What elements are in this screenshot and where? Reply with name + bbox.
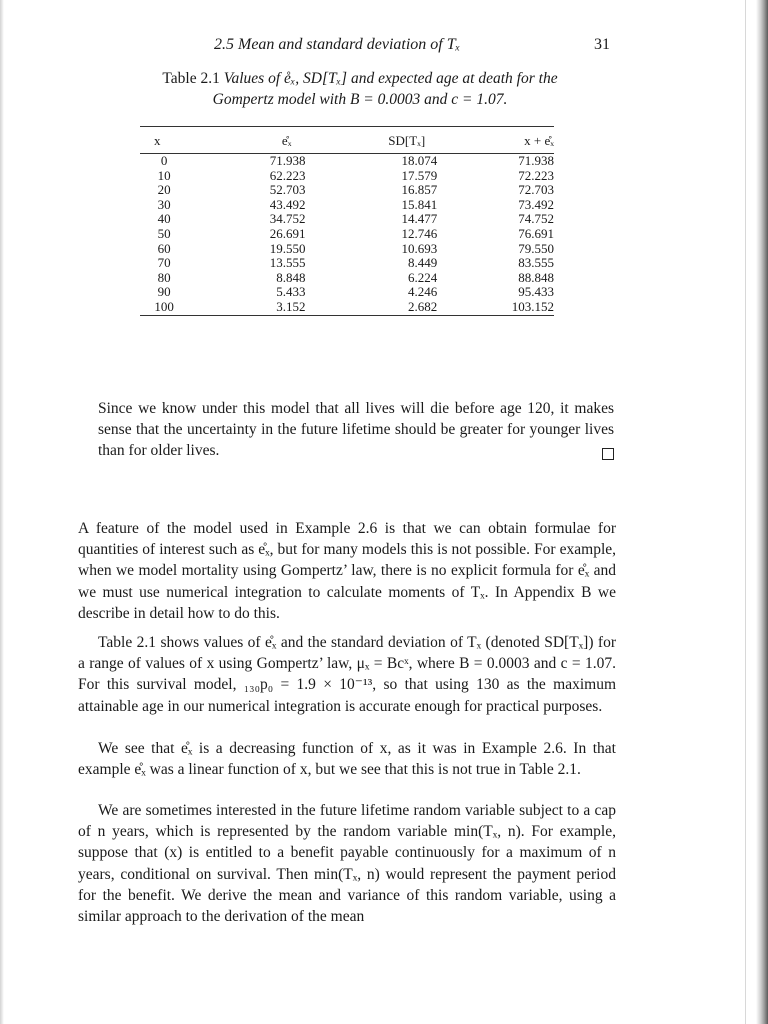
table-cell: 30 bbox=[157, 196, 171, 212]
column-header: e̊ₓ bbox=[188, 127, 319, 154]
page-header bbox=[0, 36, 768, 58]
table-cell: 88.848 bbox=[518, 269, 554, 285]
table-cell: 74.752 bbox=[518, 211, 554, 227]
table-row bbox=[140, 198, 554, 213]
table-cell: 40 bbox=[157, 211, 171, 227]
table-row bbox=[140, 169, 554, 184]
table-cell: 20 bbox=[157, 182, 171, 198]
page-number: 31 bbox=[594, 36, 610, 53]
paragraph: We are sometimes interested in the future lifetime random variable subject to a cap of n years, which is represented by the random variable min(Tₓ, n). For example, suppose that (x) is entitled to a benefit payable continuously for a maximum of n years, conditional on survival. Then min(Tₓ, n) would represent the payment period for the benefit. We derive the mean and variance of this random variable, using a similar approach to the derivation of the mean bbox=[78, 802, 616, 926]
table-cell: 90 bbox=[157, 284, 171, 300]
table-cell: 4.246 bbox=[408, 284, 438, 300]
column-header: SD[Tₓ] bbox=[319, 127, 447, 154]
table-cell: 14.477 bbox=[401, 211, 438, 227]
table-row bbox=[140, 154, 554, 169]
table-caption bbox=[140, 68, 580, 110]
table-row bbox=[140, 300, 554, 315]
table-cell: 3.152 bbox=[188, 300, 319, 315]
table-cell: 2.682 bbox=[319, 300, 447, 315]
table-cell: 0 bbox=[160, 153, 168, 168]
paragraph: We see that e̊ₓ is a decreasing function of x, as it was in Example 2.6. In that example e̊ₓ was a linear function of x, but we see that this is not true in Table 2.1. bbox=[78, 740, 616, 779]
scan-edge-line bbox=[745, 0, 746, 1024]
table-cell: 15.841 bbox=[401, 196, 438, 212]
table-cell: 10 bbox=[157, 167, 171, 183]
table-cell: 16.857 bbox=[401, 182, 438, 198]
table-cell: 79.550 bbox=[518, 240, 554, 256]
table-cell: 80 bbox=[157, 269, 171, 285]
table-cell: 71.938 bbox=[518, 153, 554, 168]
table-cell: 5.433 bbox=[276, 284, 306, 300]
table-row bbox=[140, 285, 554, 300]
table-cell: 70 bbox=[157, 255, 171, 271]
scan-edge-right bbox=[756, 0, 768, 1024]
scan-edge-left bbox=[0, 0, 4, 1024]
table-row bbox=[140, 256, 554, 271]
table-cell: 10.693 bbox=[401, 240, 438, 256]
column-header: x + e̊ₓ bbox=[447, 127, 554, 154]
table-header-row bbox=[140, 127, 554, 154]
column-header: x bbox=[140, 127, 188, 154]
table-cell: 19.550 bbox=[269, 240, 306, 256]
table-cell: 76.691 bbox=[518, 225, 554, 241]
table-cell: 8.449 bbox=[408, 255, 438, 271]
table-cell: 73.492 bbox=[518, 196, 554, 212]
table-cell: 103.152 bbox=[447, 300, 554, 315]
table-cell: 43.492 bbox=[269, 196, 306, 212]
table-cell: 12.746 bbox=[401, 225, 438, 241]
table-row bbox=[140, 227, 554, 242]
paragraph-text: Since we know under this model that all lives will die before age 120, it makes sense that the uncertainty in the future lifetime should be greater for younger lives than for older lives. bbox=[98, 400, 614, 460]
table-cell: 71.938 bbox=[269, 153, 306, 168]
table-row bbox=[140, 183, 554, 198]
table-cell: 100 bbox=[140, 300, 188, 315]
table-cell: 8.848 bbox=[276, 269, 306, 285]
table-cell: 13.555 bbox=[269, 255, 306, 271]
table-cell: 72.703 bbox=[518, 182, 554, 198]
table-row bbox=[140, 271, 554, 286]
data-table bbox=[140, 126, 554, 316]
table-cell: 83.555 bbox=[518, 255, 554, 271]
table-cell: 50 bbox=[157, 225, 171, 241]
table-row bbox=[140, 242, 554, 257]
table-cell: 18.074 bbox=[401, 153, 438, 168]
running-head: 2.5 Mean and standard deviation of Tₓ bbox=[214, 36, 461, 53]
table-cell: 6.224 bbox=[408, 269, 438, 285]
paragraph: A feature of the model used in Example 2.6 is that we can obtain formulae for quantities of interest such as e̊ₓ, but for many models this is not possible. For example, when we model mortality using Gompertz’ law, there is no explicit formula for e̊ₓ and we must use numerical integration to calculate moments of Tₓ. In Appendix B we describe in detail how to do this. bbox=[78, 520, 616, 622]
table-row bbox=[140, 212, 554, 227]
paragraph-example-conclusion bbox=[98, 398, 614, 462]
table-cell: 52.703 bbox=[269, 182, 306, 198]
table-caption-label: Table 2.1 bbox=[162, 70, 220, 87]
table-cell: 62.223 bbox=[269, 167, 306, 183]
table-cell: 72.223 bbox=[518, 167, 554, 183]
table-cell: 26.691 bbox=[269, 225, 306, 241]
table-cell: 34.752 bbox=[269, 211, 306, 227]
table-caption-text: Values of e̊ₓ, SD[Tₓ] and expected age at death for the Gompertz model with B = 0.0003 and c = 1.07. bbox=[212, 70, 558, 108]
paragraph: Table 2.1 shows values of e̊ₓ and the standard deviation of Tₓ (denoted SD[Tₓ]) for a range of values of x using Gompertz’ law, μₓ = Bcˣ, where B = 0.0003 and c = 1.07. For this survival model, ₁₃₀p₀ = 1.9 × 10⁻¹³, so that using 130 as the maximum attainable age in our numerical integration is accurate enough for practical purposes. bbox=[78, 634, 616, 715]
table-cell: 60 bbox=[157, 240, 171, 256]
qed-square-icon bbox=[602, 448, 614, 460]
table-cell: 95.433 bbox=[518, 284, 554, 300]
table-cell: 17.579 bbox=[401, 167, 438, 183]
